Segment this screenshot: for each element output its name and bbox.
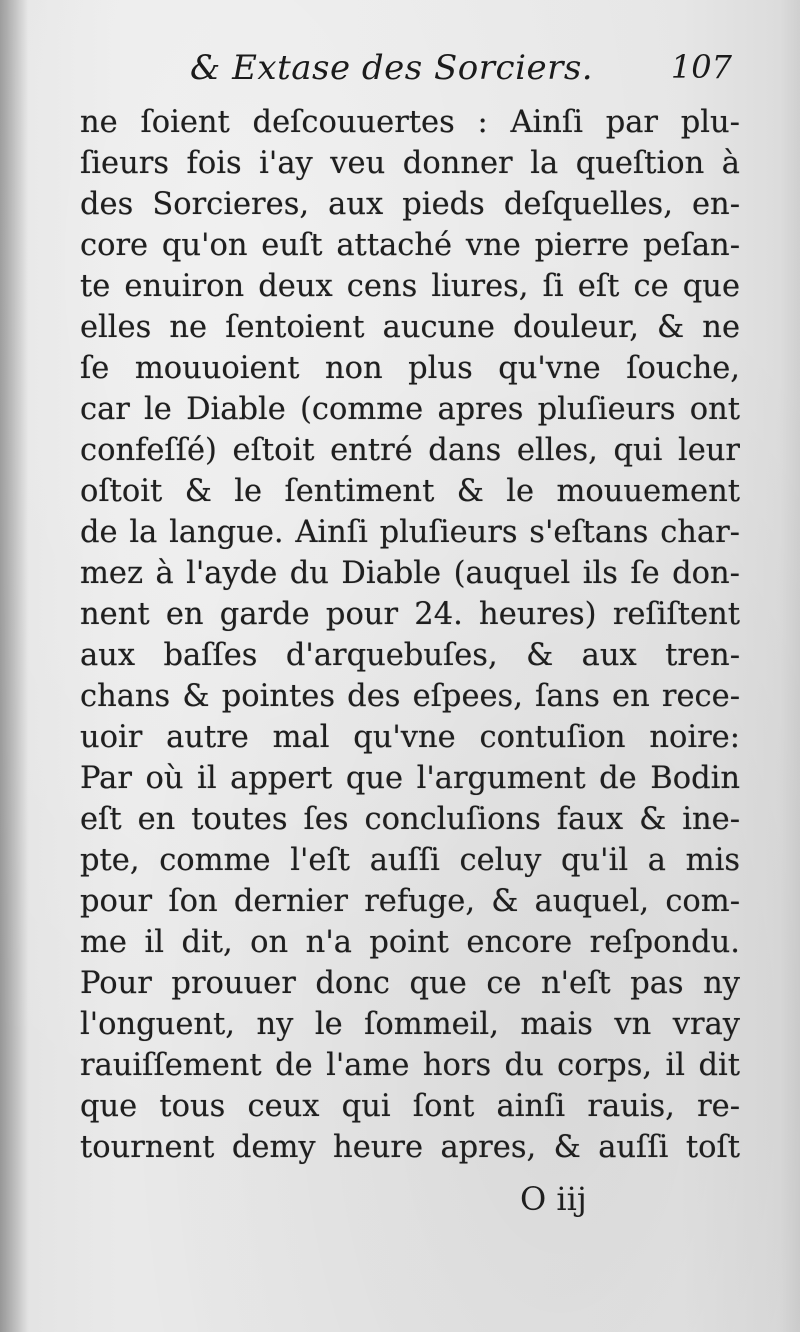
binding-shadow [0,0,28,1332]
text-line: que tous ceux qui ſont ainſi rauis, re- [80,1089,740,1124]
text-line: core qu'on euſt attaché vne pierre peſan- [80,228,740,263]
text-line: uoir autre mal qu'vne contuſion noire: [80,720,740,755]
text-line: de la langue. Ainſi pluſieurs s'eſtans char- [80,515,740,550]
text-line: pte, comme l'eſt auſſi celuy qu'il a mis [80,843,740,878]
text-line: rauiſſement de l'ame hors du corps, il dit [80,1048,740,1083]
text-line: ſe mouuoient non plus qu'vne ſouche, [80,351,740,386]
text-line: nent en garde pour 24. heures) reſiſtent [80,597,740,632]
text-line: Par où il appert que l'argument de Bodin [80,761,740,796]
text-line: des Sorcieres, aux pieds deſquelles, en- [80,187,740,222]
text-line: chans & pointes des eſpees, ſans en rece- [80,679,740,714]
text-line: mez à l'ayde du Diable (auquel ils ſe don- [80,556,740,591]
text-line: me il dit, on n'a point encore reſpondu. [80,925,740,960]
text-line: elles ne ſentoient aucune douleur, & ne [80,310,740,345]
text-line: tournent demy heure apres, & auſſi toſt [80,1130,740,1165]
text-line: eſt en toutes ſes concluſions faux & ine- [80,802,740,837]
text-line: l'onguent, ny le ſommeil, mais vn vray [80,1007,740,1042]
text-line: ne ſoient deſcouuertes : Ainſi par plu- [80,105,740,140]
text-line: confeſſé) eſtoit entré dans elles, qui leur [80,433,740,468]
running-header [190,48,750,98]
text-line: te enuiron deux cens liures, ſi eſt ce que [80,269,740,304]
text-line: pour ſon dernier refuge, & auquel, com- [80,884,740,919]
signature-mark: O iij [520,1180,587,1218]
text-line: ſieurs fois i'ay veu donner la queſtion à [80,146,740,181]
page-number: 107 [670,48,732,86]
text-line: Pour prouuer donc que ce n'eſt pas ny [80,966,740,1001]
text-line: aux baſſes d'arquebuſes, & aux tren- [80,638,740,673]
running-title: & Extase des Sorciers. [190,48,594,88]
text-line: car le Diable (comme apres pluſieurs ont [80,392,740,427]
text-line: oſtoit & le ſentiment & le mouuement [80,474,740,509]
body-text [80,102,740,1168]
